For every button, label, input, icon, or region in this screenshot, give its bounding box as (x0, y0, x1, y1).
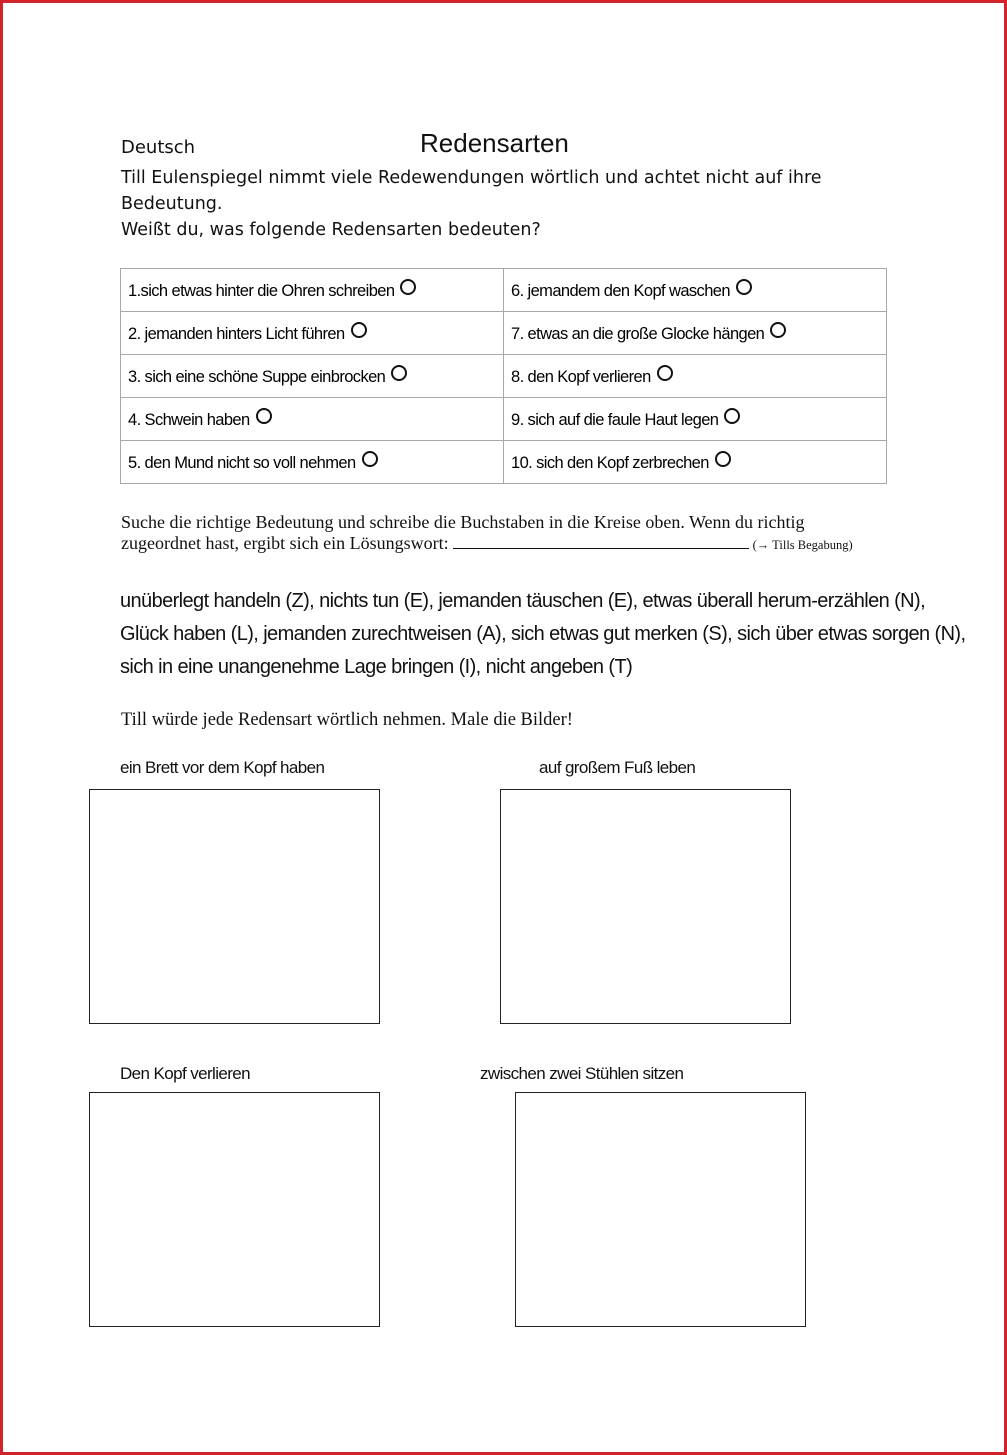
answer-circle-icon[interactable] (400, 279, 416, 295)
idiom-cell (504, 398, 887, 441)
idiom-text: 4. Schwein haben (128, 411, 250, 429)
drawing-box[interactable] (89, 789, 380, 1024)
panel-label: zwischen zwei Stühlen sitzen (480, 1064, 684, 1083)
task-line: Suche die richtige Bedeutung und schreibe die Buchstaben in die Kreise oben. Wenn du richtig (121, 512, 805, 532)
task-line-text: zugeordnet hast, ergibt sich ein Lösungswort: (121, 533, 449, 553)
idiom-cell (504, 312, 887, 355)
answer-circle-icon[interactable] (657, 365, 673, 381)
table-row (121, 312, 887, 355)
intro-line: Weißt du, was folgende Redensarten bedeuten? (121, 220, 541, 240)
panel-label: Den Kopf verlieren (120, 1064, 250, 1083)
idiom-cell (121, 312, 504, 355)
idiom-text: 3. sich eine schöne Suppe einbrocken (128, 368, 386, 386)
idiom-cell (121, 355, 504, 398)
idiom-cell (504, 355, 887, 398)
idiom-text: 2. jemanden hinters Licht führen (128, 325, 345, 343)
intro-text (121, 165, 841, 243)
answer-circle-icon[interactable] (362, 451, 378, 467)
meanings-list (120, 585, 965, 684)
idiom-text: 1.sich etwas hinter die Ohren schreiben (128, 282, 395, 300)
idiom-text: 6. jemandem den Kopf waschen (511, 282, 730, 300)
idiom-cell (121, 398, 504, 441)
drawing-instruction: Till würde jede Redensart wörtlich nehmen. Male die Bilder! (121, 710, 573, 730)
meanings-line: sich in eine unangenehme Lage bringen (I), nicht angeben (T) (120, 656, 633, 678)
answer-circle-icon[interactable] (770, 322, 786, 338)
task-instruction (121, 512, 853, 556)
drawing-box[interactable] (89, 1092, 380, 1327)
meanings-line: unüberlegt handeln (Z), nichts tun (E), jemanden täuschen (E), etwas überall herum-erzählen (N), (120, 590, 926, 612)
answer-circle-icon[interactable] (724, 408, 740, 424)
drawing-box[interactable] (500, 789, 791, 1024)
table-row (121, 355, 887, 398)
task-hint: (→ Tills Begabung) (752, 538, 853, 552)
answer-circle-icon[interactable] (736, 279, 752, 295)
intro-line: Till Eulenspiegel nimmt viele Redewendungen wörtlich und achtet nicht auf ihre (121, 168, 822, 188)
idiom-cell (121, 441, 504, 484)
subject-label: Deutsch (121, 137, 196, 158)
answer-circle-icon[interactable] (391, 365, 407, 381)
task-line (121, 533, 853, 556)
worksheet-title: Redensarten (420, 128, 569, 158)
solution-word-blank[interactable] (453, 534, 749, 549)
idiom-text: 5. den Mund nicht so voll nehmen (128, 454, 356, 472)
panel-label: auf großem Fuß leben (539, 758, 696, 777)
idiom-cell (504, 269, 887, 312)
table-row (121, 398, 887, 441)
idiom-cell (504, 441, 887, 484)
idiom-text: 9. sich auf die faule Haut legen (511, 411, 719, 429)
table-row (121, 441, 887, 484)
idioms-table (120, 268, 887, 484)
panel-label: ein Brett vor dem Kopf haben (120, 758, 325, 777)
idiom-text: 7. etwas an die große Glocke hängen (511, 325, 765, 343)
table-row (121, 269, 887, 312)
intro-line: Bedeutung. (121, 194, 223, 214)
meanings-line: Glück haben (L), jemanden zurechtweisen (A), sich etwas gut merken (S), sich über etwas sorgen (N), (120, 623, 966, 645)
idiom-text: 10. sich den Kopf zerbrechen (511, 454, 709, 472)
answer-circle-icon[interactable] (256, 408, 272, 424)
answer-circle-icon[interactable] (351, 322, 367, 338)
drawing-box[interactable] (515, 1092, 806, 1327)
idiom-text: 8. den Kopf verlieren (511, 368, 651, 386)
idiom-cell (121, 269, 504, 312)
answer-circle-icon[interactable] (715, 451, 731, 467)
